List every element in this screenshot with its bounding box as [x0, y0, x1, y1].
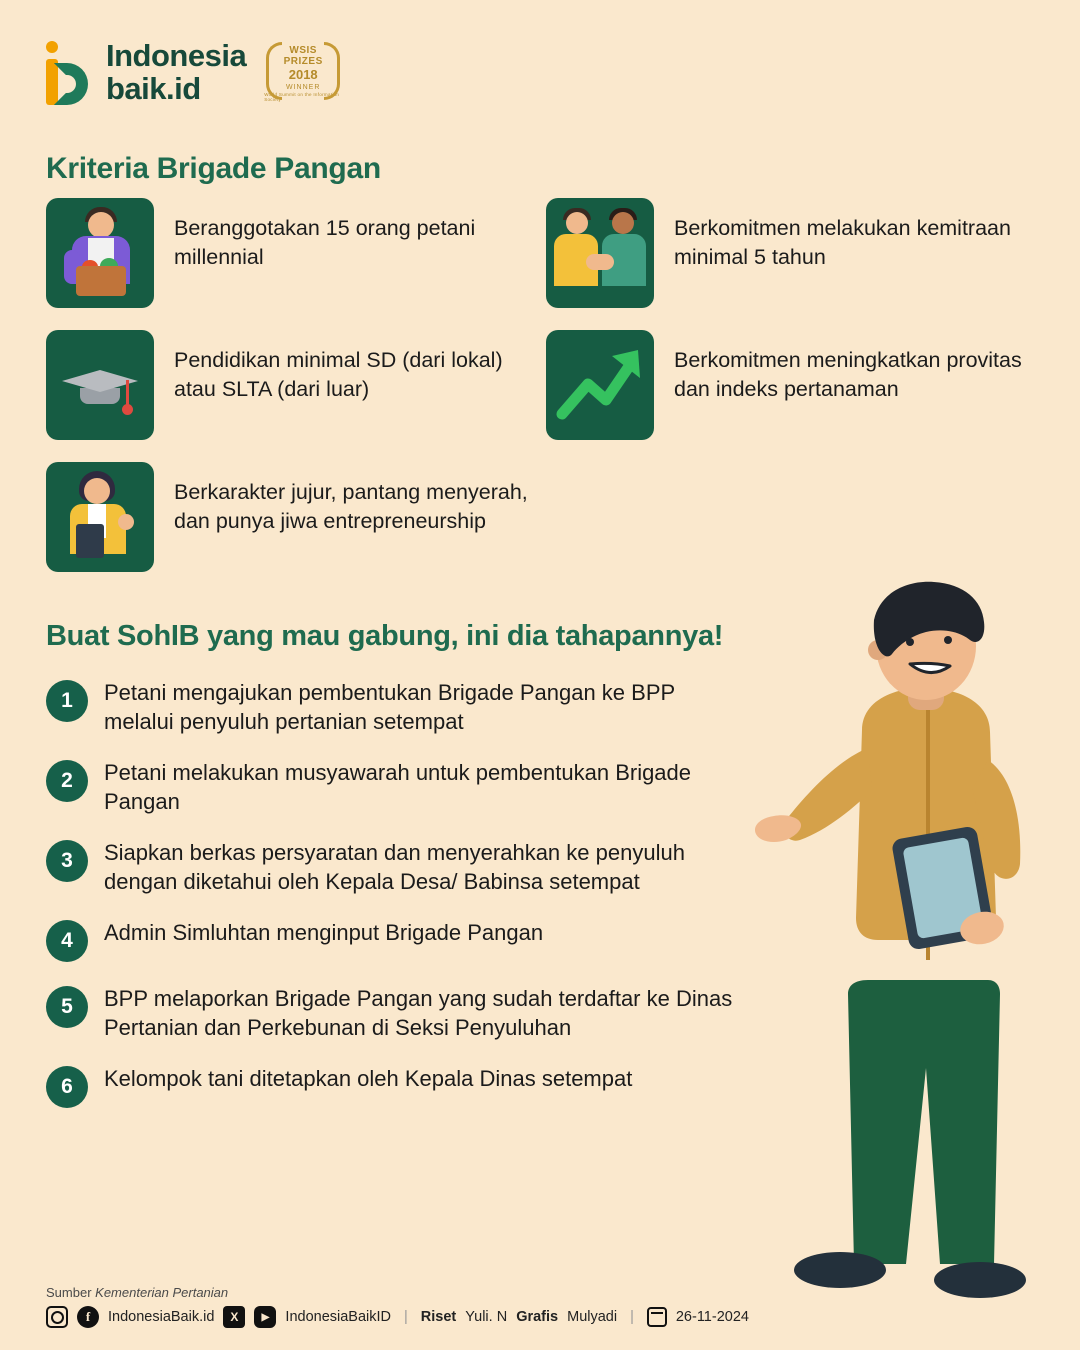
criteria-item [546, 330, 1036, 440]
step-text: Kelompok tani ditetapkan oleh Kepala Dinas setempat [104, 1066, 633, 1092]
step-number: 6 [46, 1066, 88, 1108]
award-line1: WSIS [289, 44, 317, 56]
brand-name [106, 40, 246, 105]
graduation-cap-icon [46, 330, 154, 440]
calendar-icon [647, 1307, 667, 1327]
criteria-text: Berkomitmen meningkatkan provitas dan indeks pertanaman [674, 348, 1022, 401]
handshake-icon [546, 198, 654, 308]
criteria-item [46, 462, 546, 572]
step-number: 5 [46, 986, 88, 1028]
youtube-icon[interactable]: ▶ [254, 1306, 276, 1328]
criteria-text: Beranggotakan 15 orang petani millennial [174, 216, 476, 269]
wsis-award-icon [264, 34, 342, 112]
instagram-icon[interactable] [46, 1306, 68, 1328]
riset-label: Riset [420, 1309, 457, 1325]
step-number: 1 [46, 680, 88, 722]
woman-professional-icon [46, 462, 154, 572]
brand-name-line1: Indonesia [106, 38, 247, 74]
x-twitter-icon[interactable]: X [223, 1306, 245, 1328]
source-value: Kementerian Pertanian [95, 1285, 229, 1300]
criteria-title: Kriteria Brigade Pangan [46, 152, 381, 185]
step-text: Admin Simluhtan menginput Brigade Pangan [104, 920, 544, 946]
award-year: 2018 [288, 66, 318, 82]
criteria-text: Pendidikan minimal SD (dari lokal) atau SLTA (dari luar) [174, 348, 503, 401]
riset-value: Yuli. N [465, 1309, 508, 1325]
publish-date: 26-11-2024 [675, 1309, 749, 1325]
criteria-grid [46, 198, 1036, 572]
step-item [46, 1064, 746, 1108]
step-item [46, 918, 746, 962]
brand-name-line2: baik.id [106, 71, 201, 106]
steps-list [46, 678, 746, 1130]
brand-header [44, 34, 342, 112]
man-with-tablet-illustration [750, 580, 1080, 1320]
award-winner: WINNER [286, 83, 321, 91]
steps-title: Buat SohIB yang mau gabung, ini dia tahapannya! [46, 620, 724, 652]
facebook-icon[interactable]: f [77, 1306, 99, 1328]
step-number: 2 [46, 760, 88, 802]
indonesiabaik-logo-icon [44, 39, 88, 107]
criteria-item [546, 198, 1036, 308]
step-text: Siapkan berkas persyaratan dan menyerahkan ke penyuluh dengan diketahui oleh Kepala Desa/ Babinsa setempat [104, 840, 685, 895]
source-line [46, 1285, 228, 1300]
step-item [46, 758, 746, 816]
footer-divider-2: | [630, 1309, 634, 1325]
step-number: 4 [46, 920, 88, 962]
criteria-item [46, 198, 546, 308]
step-item [46, 678, 746, 736]
growth-arrow-icon [546, 330, 654, 440]
farmer-icon [46, 198, 154, 308]
step-text: Petani melakukan musyawarah untuk pembentukan Brigade Pangan [104, 760, 692, 815]
social-handle-x-youtube: IndonesiaBaikID [285, 1309, 392, 1325]
step-item [46, 984, 746, 1042]
award-line2: PRIZES [283, 55, 323, 67]
step-item [46, 838, 746, 896]
grafis-label: Grafis [516, 1309, 559, 1325]
step-text: Petani mengajukan pembentukan Brigade Pangan ke BPP melalui penyuluh pertanian setempat [104, 680, 675, 735]
award-sub: World Summit on the Information Society [264, 91, 340, 102]
source-label: Sumber [46, 1285, 92, 1300]
criteria-text: Berkarakter jujur, pantang menyerah, dan punya jiwa entrepreneurship [174, 480, 528, 533]
criteria-item [46, 330, 546, 440]
social-handle-instagram: IndonesiaBaik.id [108, 1309, 215, 1325]
grafis-value: Mulyadi [567, 1309, 618, 1325]
footer-bar [46, 1306, 749, 1328]
footer-divider-1: | [404, 1309, 408, 1325]
step-text: BPP melaporkan Brigade Pangan yang sudah terdaftar ke Dinas Pertanian dan Perkebunan di Seksi Penyuluhan [104, 986, 733, 1041]
step-number: 3 [46, 840, 88, 882]
criteria-text: Berkomitmen melakukan kemitraan minimal 5 tahun [674, 216, 1011, 269]
